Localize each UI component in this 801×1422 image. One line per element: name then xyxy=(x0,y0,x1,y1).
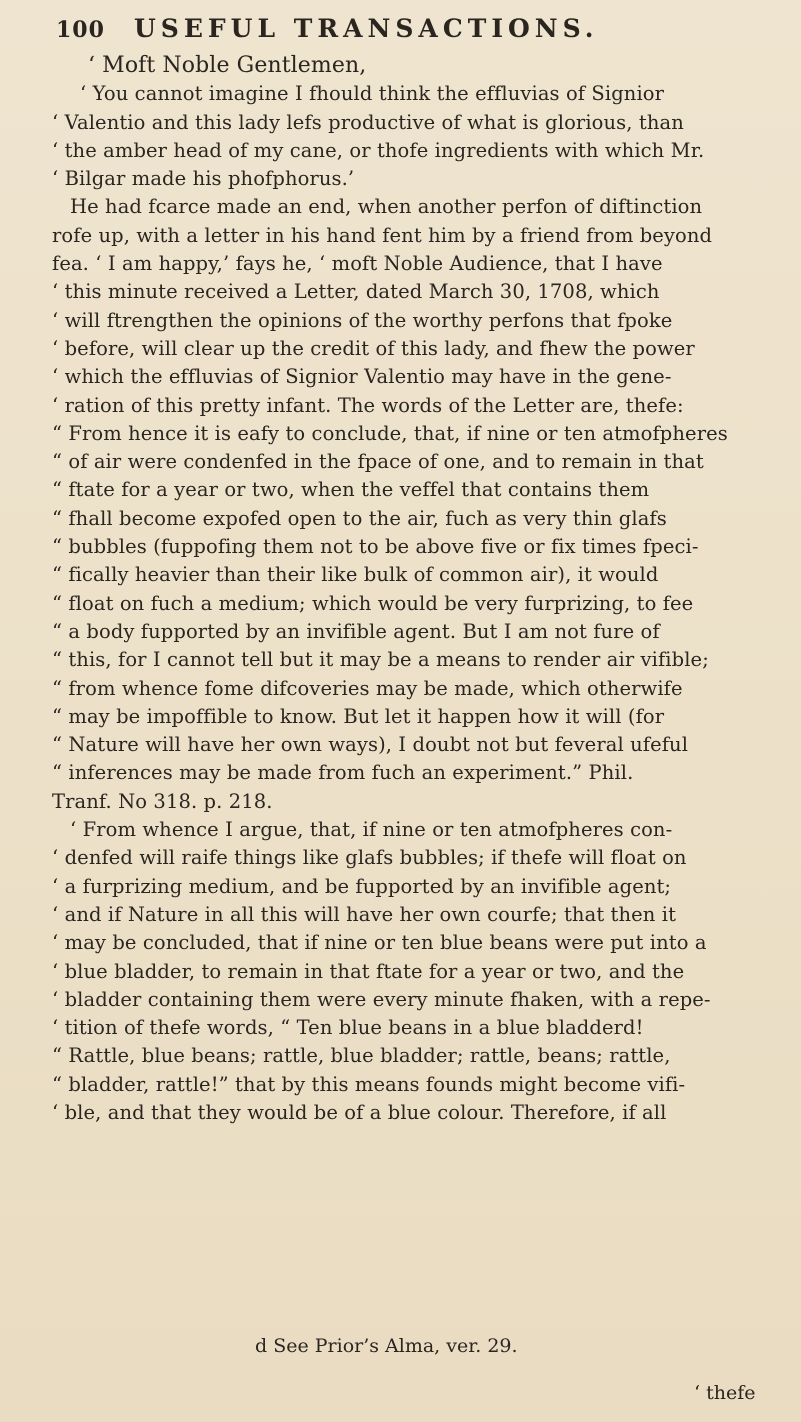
page-number: 100 xyxy=(56,17,105,43)
page-header xyxy=(56,14,756,50)
text-line: “ of air were condenfed in the fpace of one, and to remain in that xyxy=(52,450,704,474)
text-line: ‘ Valentio and this lady lefs productive of what is glorious, than xyxy=(52,110,684,134)
text-line: ‘ this minute received a Letter, dated March 30, 1708, which xyxy=(52,280,660,304)
text-line: “ from whence fome difcoveries may be made, which otherwife xyxy=(52,676,683,700)
text-line: “ fhall become expofed open to the air, fuch as very thin glafs xyxy=(52,506,667,530)
text-line: “ fically heavier than their like bulk of common air), it would xyxy=(52,563,659,587)
text-line: “ ftate for a year or two, when the veffel that contains them xyxy=(52,478,650,502)
text-line: “ bubbles (fuppofing them not to be above five or fix times fpeci- xyxy=(52,535,699,559)
text-line: fea. ‘ I am happy,’ fays he, ‘ moft Noble Audience, that I have xyxy=(52,252,663,276)
catchword: ‘ thefe xyxy=(694,1382,756,1404)
text-line: ‘ tition of thefe words, “ Ten blue beans in a blue bladderd! xyxy=(52,1016,644,1040)
text-line: ‘ You cannot imagine I fhould think the effluvias of Signior xyxy=(80,82,665,106)
running-title: USEFUL TRANSACTIONS. xyxy=(134,14,599,43)
text-line: ‘ before, will clear up the credit of this lady, and fhew the power xyxy=(52,336,695,360)
text-line: ‘ the amber head of my cane, or thofe ingredients with which Mr. xyxy=(52,138,705,162)
text-line: ‘ Bilgar made his phofphorus.’ xyxy=(52,167,355,191)
body-text xyxy=(52,52,782,1127)
text-line: ‘ ration of this pretty infant. The words of the Letter are, thefe: xyxy=(52,393,684,417)
text-line: “ inferences may be made from fuch an experiment.” Phil. xyxy=(52,761,634,785)
text-line: ‘ ble, and that they would be of a blue colour. Therefore, if all xyxy=(52,1100,667,1124)
text-line: ‘ denfed will raife things like glafs bubbles; if thefe will float on xyxy=(52,846,687,870)
text-line: ‘ From whence I argue, that, if nine or ten atmofpheres con- xyxy=(70,818,673,842)
text-line: ‘ which the effluvias of Signior Valentio may have in the gene- xyxy=(52,365,672,389)
text-line: “ bladder, rattle!” that by this means founds might become vifi- xyxy=(52,1072,686,1096)
text-line: ‘ will ftrengthen the opinions of the worthy perfons that fpoke xyxy=(52,308,673,332)
text-line: “ From hence it is eafy to conclude, that, if nine or ten atmofpheres xyxy=(52,421,728,445)
text-line: He had fcarce made an end, when another perfon of diftinction xyxy=(70,195,703,219)
text-line: “ float on fuch a medium; which would be very furprizing, to fee xyxy=(52,591,694,615)
text-line: “ this, for I cannot tell but it may be a means to render air vifible; xyxy=(52,648,709,672)
footnote: d See Prior’s Alma, ver. 29. xyxy=(255,1335,518,1357)
text-line: “ a body fupported by an invifible agent. But I am not fure of xyxy=(52,619,660,643)
text-line: rofe up, with a letter in his hand fent him by a friend from beyond xyxy=(52,223,713,247)
text-line: ‘ may be concluded, that if nine or ten blue beans were put into a xyxy=(52,931,707,955)
text-line: “ Nature will have her own ways), I doubt not but feveral ufeful xyxy=(52,733,689,757)
text-line: ‘ and if Nature in all this will have her own courfe; that then it xyxy=(52,902,677,926)
text-line: ‘ bladder containing them were every minute fhaken, with a repe- xyxy=(52,987,711,1011)
text-line: “ Rattle, blue beans; rattle, blue bladder; rattle, beans; rattle, xyxy=(52,1044,671,1068)
text-line: Tranf. No 318. p. 218. xyxy=(52,789,273,813)
text-line: “ may be impoffible to know. But let it happen how it will (for xyxy=(52,704,665,728)
text-line: ‘ blue bladder, to remain in that ftate for a year or two, and the xyxy=(52,959,685,983)
text-line: ‘ Moft Noble Gentlemen, xyxy=(88,53,367,78)
text-line: ‘ a furprizing medium, and be fupported by an invifible agent; xyxy=(52,874,672,898)
